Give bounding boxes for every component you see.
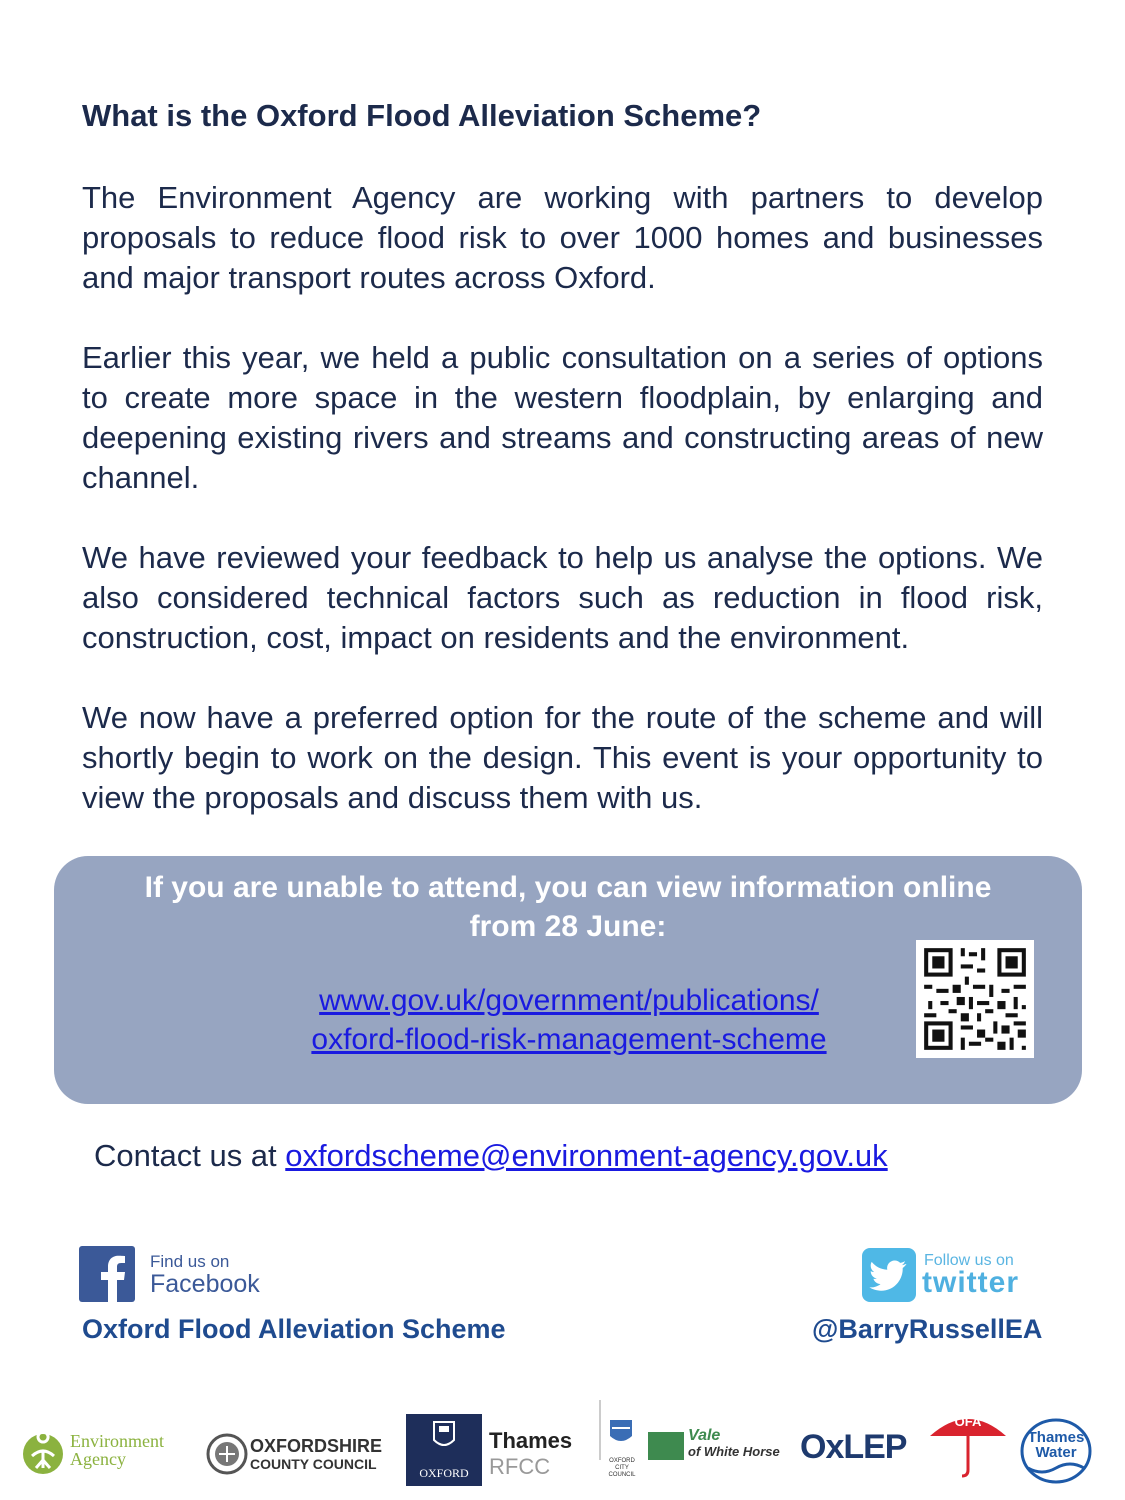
occ-logo-line-1: OXFORDSHIRE	[250, 1436, 383, 1456]
facebook-icon[interactable]	[79, 1246, 135, 1302]
qr-code-icon[interactable]	[916, 940, 1034, 1058]
vale-badge-icon	[648, 1432, 684, 1460]
thames-rfcc-logo	[489, 1428, 581, 1480]
vale-line-1: Vale	[688, 1427, 721, 1444]
occ-logo-line-2: COUNTY COUNCIL	[250, 1456, 377, 1472]
city-council-label: OXFORD CITY COUNCIL	[608, 1458, 636, 1478]
oxlep-label: OxLEP	[800, 1428, 907, 1466]
ea-logo-line-2: Agency	[70, 1449, 126, 1469]
facebook-page-name[interactable]: Oxford Flood Alleviation Scheme	[82, 1314, 506, 1344]
vale-of-white-horse-logo	[648, 1428, 794, 1474]
vale-line-2: of White Horse	[688, 1444, 780, 1459]
oxlep-logo	[800, 1428, 920, 1474]
contact-line	[94, 1138, 888, 1174]
page-heading: What is the Oxford Flood Alleviation Scheme?	[82, 98, 762, 133]
online-info-line-2: from 28 June:	[469, 910, 667, 943]
thames-rfcc-line-2: RFCC	[489, 1454, 551, 1479]
online-info-line-1: If you are unable to attend, you can view information online	[144, 871, 992, 904]
gov-uk-link-line-1[interactable]: www.gov.uk/government/publications/	[319, 984, 819, 1017]
oxford-city-council-logo	[598, 1400, 642, 1484]
paragraph-1: The Environment Agency are working with partners to develop proposals to reduce flood risk to over 1000 homes and businesses and major transport routes across Oxford.	[82, 180, 1043, 295]
paragraph-4: We now have a preferred option for the route of the scheme and will shortly begin to work on the design. This event is your opportunity to view the proposals and discuss them with us.	[82, 700, 1043, 815]
twitter-name-label: twitter	[922, 1266, 1019, 1299]
contact-prefix: Contact us at	[94, 1138, 286, 1173]
twitter-follow-label: Follow us on	[924, 1252, 1014, 1269]
oxford-flood-alliance-logo	[926, 1406, 1010, 1480]
ea-logo-line-1: Environment	[70, 1431, 164, 1451]
gov-uk-link-line-2[interactable]: oxford-flood-risk-management-scheme	[311, 1023, 827, 1056]
online-info-box	[54, 856, 1082, 1104]
thames-rfcc-line-1: Thames	[489, 1428, 573, 1453]
twitter-handle[interactable]: @BarryRussellEA	[812, 1314, 1043, 1344]
university-of-oxford-logo	[406, 1414, 482, 1486]
twitter-bird-icon[interactable]	[862, 1248, 916, 1302]
environment-agency-logo	[18, 1428, 194, 1480]
online-info-text	[54, 868, 1082, 946]
uni-oxford-label: OXFORD	[419, 1466, 469, 1480]
oxfordshire-county-council-logo	[205, 1430, 401, 1480]
ofa-label: OFA	[954, 1414, 982, 1429]
thames-water-logo	[1020, 1418, 1092, 1484]
facebook-find-label: Find us on	[150, 1252, 230, 1271]
thames-water-line-1: Thames	[1027, 1429, 1085, 1446]
thames-water-line-2: Water	[1035, 1444, 1077, 1461]
facebook-name-label: Facebook	[150, 1270, 260, 1298]
paragraph-3: We have reviewed your feedback to help us analyse the options. We also considered technical factors such as reduction in flood risk, construction, cost, impact on residents and the environment.	[82, 540, 1043, 655]
paragraph-2: Earlier this year, we held a public consultation on a series of options to create more space in the western floodplain, by enlarging and deepening existing rivers and streams and constructing areas of new channel.	[82, 340, 1043, 495]
contact-email-link[interactable]: oxfordscheme@environment-agency.gov.uk	[285, 1138, 888, 1173]
